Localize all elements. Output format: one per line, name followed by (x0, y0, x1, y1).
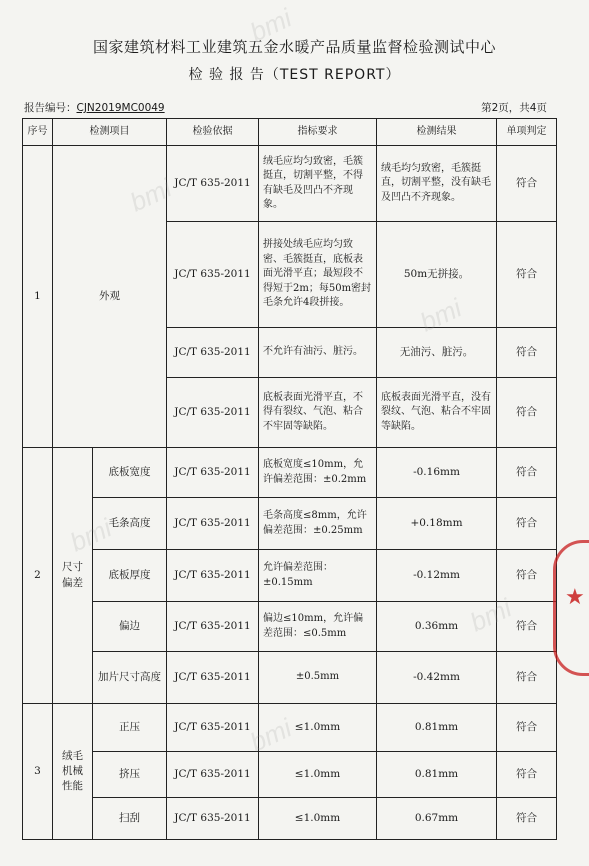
org-title: 国家建筑材料工业建筑五金水暖产品质量监督检验测试中心 (92, 38, 496, 56)
basis-cell: JC/T 635-2011 (167, 550, 259, 602)
result-cell: -0.12mm (377, 550, 497, 602)
seal-star-icon: ★ (565, 585, 585, 610)
subitem-cell: 扫刮 (93, 798, 167, 840)
table-row (23, 652, 557, 704)
watermark: bmi (415, 292, 467, 338)
item-cell: 外观 (53, 146, 167, 448)
basis-cell: JC/T 635-2011 (167, 652, 259, 704)
report-number-label: 报告编号： (24, 102, 77, 114)
basis-cell: JC/T 635-2011 (167, 798, 259, 840)
verdict-cell: 符合 (497, 652, 557, 704)
requirement-cell: ≤1.0mm (259, 704, 377, 752)
verdict-cell: 符合 (497, 328, 557, 378)
watermark: bmi (65, 512, 117, 558)
report-number-value: CJN2019MC0049 (76, 102, 165, 114)
seq-cell: 2 (23, 448, 53, 704)
verdict-cell: 符合 (497, 222, 557, 328)
result-cell: 底板表面光滑平直，没有裂纹、气泡、粘合不牢固等缺陷。 (377, 378, 497, 448)
basis-cell: JC/T 635-2011 (167, 602, 259, 652)
subitem-cell: 毛条高度 (93, 498, 167, 550)
verdict-cell: 符合 (497, 602, 557, 652)
basis-cell: JC/T 635-2011 (167, 448, 259, 498)
header-requirement: 指标要求 (259, 119, 377, 146)
header-verdict: 单项判定 (497, 119, 557, 146)
result-cell: -0.16mm (377, 448, 497, 498)
result-cell: +0.18mm (377, 498, 497, 550)
requirement-cell: 底板宽度≤10mm，允许偏差范围：±0.2mm (259, 448, 377, 498)
result-cell: 0.36mm (377, 602, 497, 652)
requirement-cell: 偏边≤10mm，允许偏差范围：≤0.5mm (259, 602, 377, 652)
subitem-cell: 偏边 (93, 602, 167, 652)
subitem-cell: 底板厚度 (93, 550, 167, 602)
verdict-cell: 符合 (497, 498, 557, 550)
subitem-cell: 加片尺寸高度 (93, 652, 167, 704)
verdict-cell: 符合 (497, 752, 557, 798)
watermark: bmi (125, 172, 177, 218)
test-results-table (22, 118, 557, 840)
basis-cell: JC/T 635-2011 (167, 146, 259, 222)
verdict-cell: 符合 (497, 550, 557, 602)
requirement-cell: 不允许有油污、脏污。 (259, 328, 377, 378)
result-cell: 0.67mm (377, 798, 497, 840)
result-cell: 50m无拼接。 (377, 222, 497, 328)
table-row (23, 704, 557, 752)
table-row (23, 602, 557, 652)
subitem-cell: 正压 (93, 704, 167, 752)
requirement-cell: 允许偏差范围：±0.15mm (259, 550, 377, 602)
watermark: bmi (245, 2, 297, 48)
requirement-cell: ≤1.0mm (259, 752, 377, 798)
watermark: bmi (465, 592, 517, 638)
table-row (23, 498, 557, 550)
basis-cell: JC/T 635-2011 (167, 222, 259, 328)
table-row (23, 752, 557, 798)
header-item: 检测项目 (53, 119, 167, 146)
result-cell: 无油污、脏污。 (377, 328, 497, 378)
basis-cell: JC/T 635-2011 (167, 752, 259, 798)
requirement-cell: ±0.5mm (259, 652, 377, 704)
requirement-cell: ≤1.0mm (259, 798, 377, 840)
requirement-cell: 拼接处绒毛应均匀致密、毛簇挺直，底板表面光滑平直；最短段不得短于2m；每50m密封毛条允许4段拼接。 (259, 222, 377, 328)
requirement-cell: 绒毛应均匀致密，毛簇挺直，切割平整，不得有缺毛及凹凸不齐现象。 (259, 146, 377, 222)
verdict-cell: 符合 (497, 378, 557, 448)
verdict-cell: 符合 (497, 146, 557, 222)
basis-cell: JC/T 635-2011 (167, 328, 259, 378)
result-cell: -0.42mm (377, 652, 497, 704)
verdict-cell: 符合 (497, 704, 557, 752)
result-cell: 绒毛均匀致密，毛簇挺直，切割平整，没有缺毛及凹凸不齐现象。 (377, 146, 497, 222)
header-basis: 检验依据 (167, 119, 259, 146)
item-cell: 尺寸偏差 (53, 448, 93, 704)
basis-cell: JC/T 635-2011 (167, 498, 259, 550)
header-result: 检测结果 (377, 119, 497, 146)
table-row (23, 798, 557, 840)
result-cell: 0.81mm (377, 704, 497, 752)
basis-cell: JC/T 635-2011 (167, 704, 259, 752)
seq-cell: 1 (23, 146, 53, 448)
item-cell: 绒毛机械性能 (53, 704, 93, 840)
table-header-row (23, 119, 557, 146)
subitem-cell: 挤压 (93, 752, 167, 798)
verdict-cell: 符合 (497, 448, 557, 498)
header-seq: 序号 (23, 119, 53, 146)
table-row (23, 550, 557, 602)
page-info: 第2页，共4页 (481, 102, 547, 114)
seq-cell: 3 (23, 704, 53, 840)
watermark: bmi (245, 712, 297, 758)
report-title: 检 验 报 告（TEST REPORT） (188, 67, 401, 83)
subitem-cell: 底板宽度 (93, 448, 167, 498)
requirement-cell: 底板表面光滑平直，不得有裂纹、气泡、粘合不牢固等缺陷。 (259, 378, 377, 448)
basis-cell: JC/T 635-2011 (167, 378, 259, 448)
table-row (23, 146, 557, 222)
table-row (23, 448, 557, 498)
verdict-cell: 符合 (497, 798, 557, 840)
report-number (24, 100, 165, 115)
result-cell: 0.81mm (377, 752, 497, 798)
requirement-cell: 毛条高度≤8mm，允许偏差范围：±0.25mm (259, 498, 377, 550)
